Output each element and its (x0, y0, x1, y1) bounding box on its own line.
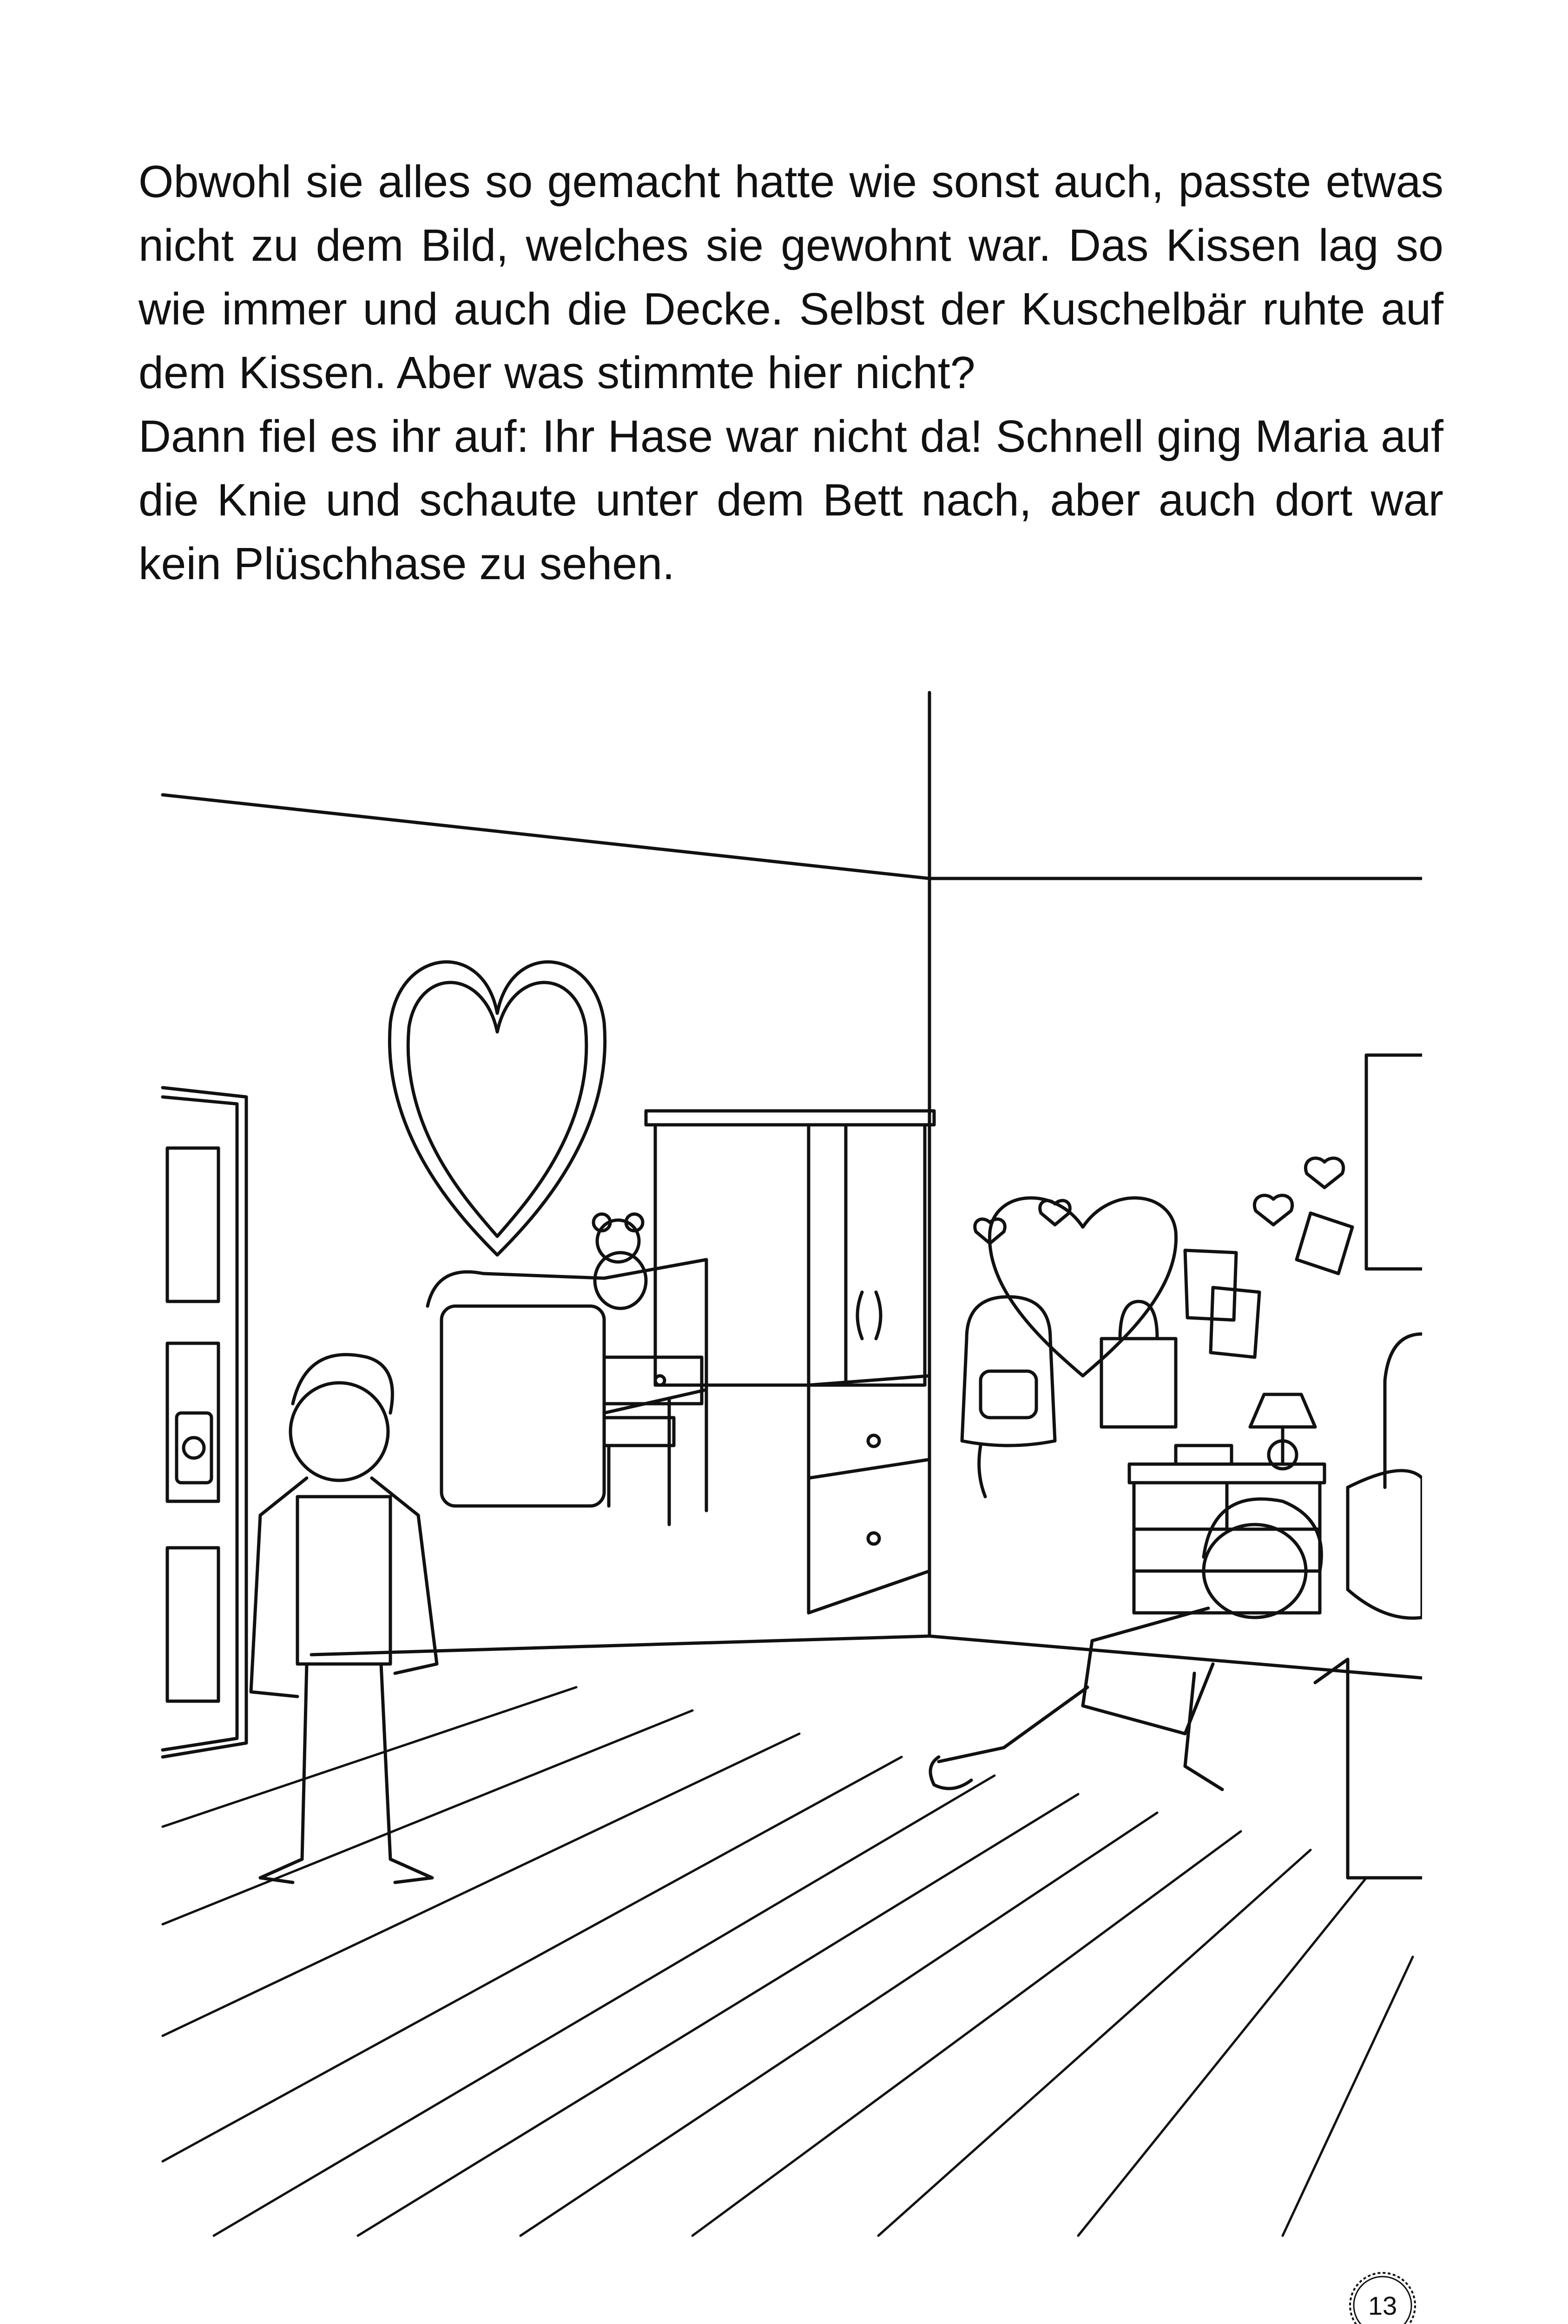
story-paragraph-2: Dann fiel es ihr auf: Ihr Hase war nicht da! Schnell ging Maria auf die Knie und schaute unter dem Bett nach, aber auch dort war kein Plüschhase zu sehen. (138, 411, 1443, 589)
wall-decor (975, 1055, 1422, 1376)
page-number: 13 (1368, 2291, 1397, 2320)
heart-mirror (389, 962, 605, 1255)
story-text (138, 150, 1443, 595)
bed (1315, 1334, 1422, 1878)
floor-boards (163, 1687, 1413, 2236)
backpacks (962, 1297, 1176, 1497)
story-paragraph-1: Obwohl sie alles so gemacht hatte wie sonst auch, passte etwas nicht zu dem Bild, welches sie gewohnt war. Das Kissen lag so wie immer und auch die Decke. Selbst der Kuschelbär ruhte auf dem Kissen. Aber was stimmte hier nicht? (138, 156, 1443, 398)
teddy-bear (593, 1214, 646, 1308)
door (163, 1088, 246, 1757)
wardrobe (646, 1111, 934, 1613)
bedroom-illustration (158, 688, 1422, 2240)
boy (251, 1354, 437, 1882)
girl (930, 1499, 1321, 1789)
vanity-desk (428, 1260, 706, 1525)
